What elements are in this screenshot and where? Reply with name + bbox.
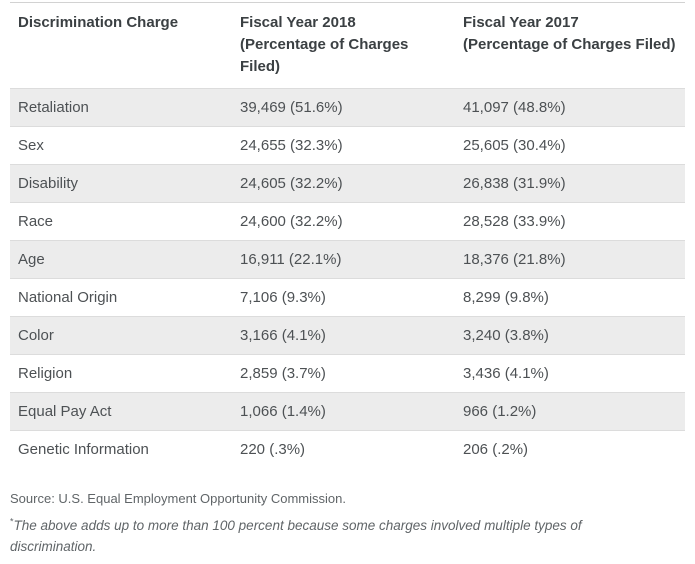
- charge-cell: Retaliation: [10, 89, 232, 127]
- table-row: [10, 431, 685, 469]
- fy2017-cell: 8,299 (9.8%): [455, 279, 685, 317]
- fy2018-cell: 220 (.3%): [240, 441, 306, 459]
- table-row: [10, 89, 685, 127]
- column-title: Fiscal Year 2018: [240, 14, 356, 31]
- table-body: [10, 89, 685, 469]
- table-footer: [10, 490, 685, 557]
- table-row: [10, 203, 685, 241]
- footnote-text: [10, 515, 650, 557]
- fy2018-cell: 16,911 (22.1%): [232, 241, 455, 279]
- table-row: [10, 355, 685, 393]
- fy2018-cell: 3,166 (4.1%): [232, 317, 455, 355]
- fy2018-cell: 24,600 (32.2%): [232, 203, 455, 241]
- table-row: [10, 317, 685, 355]
- fy2017-cell: 206 (.2%): [463, 441, 529, 459]
- header-row: [10, 3, 685, 89]
- charge-cell: Equal Pay Act: [10, 393, 232, 431]
- table-row: [10, 127, 685, 165]
- fy2017-cell: 28,528 (33.9%): [455, 203, 685, 241]
- fy2017-cell: 3,240 (3.8%): [455, 317, 685, 355]
- fy2017-cell: 26,838 (31.9%): [455, 165, 685, 203]
- column-header-fiscal-year-2018: [232, 3, 455, 89]
- column-subtitle: (Percentage of Charges Filed): [463, 36, 676, 53]
- table-row: [10, 241, 685, 279]
- charge-cell: Disability: [10, 165, 232, 203]
- fy2017-cell: 966 (1.2%): [455, 393, 685, 431]
- fy2017-cell: 25,605 (30.4%): [455, 127, 685, 165]
- fy2018-cell: 24,605 (32.2%): [232, 165, 455, 203]
- fy2017-cell: 41,097 (48.8%): [455, 89, 685, 127]
- table-header: [10, 3, 685, 89]
- charge-cell: Genetic Information: [18, 441, 149, 459]
- source-text: Source: U.S. Equal Employment Opportunity Commission.: [10, 490, 346, 506]
- column-title: Fiscal Year 2017: [463, 14, 579, 31]
- charge-cell: Religion: [10, 355, 232, 393]
- column-title: Discrimination Charge: [18, 14, 179, 31]
- charge-cell: Race: [10, 203, 232, 241]
- charge-cell: Sex: [10, 127, 232, 165]
- charge-cell: Color: [10, 317, 232, 355]
- column-subtitle: (Percentage of Charges Filed): [240, 36, 409, 75]
- fy2018-cell: 7,106 (9.3%): [232, 279, 455, 317]
- fy2017-cell: 3,436 (4.1%): [455, 355, 685, 393]
- fy2018-cell: 39,469 (51.6%): [232, 89, 455, 127]
- fy2018-cell: 1,066 (1.4%): [232, 393, 455, 431]
- discrimination-charges-table: [10, 2, 685, 469]
- fy2018-cell: 2,859 (3.7%): [232, 355, 455, 393]
- fy2018-cell: 24,655 (32.3%): [232, 127, 455, 165]
- table-row: [10, 165, 685, 203]
- footnote-marker: *: [10, 516, 14, 526]
- column-header-discrimination-charge: [10, 3, 232, 89]
- table-row: [10, 279, 685, 317]
- column-header-fiscal-year-2017: [455, 3, 685, 89]
- fy2017-cell: 18,376 (21.8%): [455, 241, 685, 279]
- charge-cell: National Origin: [10, 279, 232, 317]
- charge-cell: Age: [10, 241, 232, 279]
- table-row: [10, 393, 685, 431]
- footnote-body: The above adds up to more than 100 percent because some charges involved multiple types of discrimination.: [10, 517, 582, 554]
